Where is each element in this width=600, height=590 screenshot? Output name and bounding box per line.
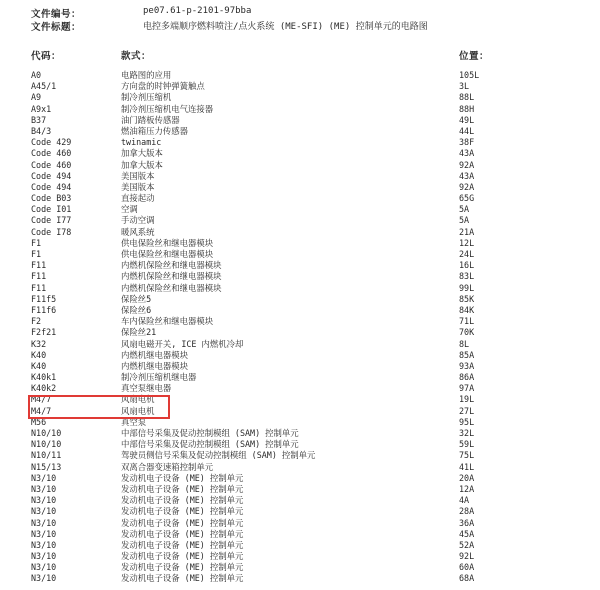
component-code: N10/11 <box>31 450 62 461</box>
list-item <box>0 148 600 159</box>
component-description: 制冷剂压缩机电气连接器 <box>121 103 214 114</box>
component-position: 45A <box>459 528 475 539</box>
component-description: 风扇电磁开关, ICE 内燃机冷却 <box>121 338 244 349</box>
component-code: N3/10 <box>31 551 57 562</box>
list-item <box>0 249 600 260</box>
component-code: K40 <box>31 349 47 360</box>
component-description: 驾驶员侧信号采集及促动控制模组 (SAM) 控制单元 <box>121 450 316 461</box>
list-item <box>0 260 600 271</box>
list-item <box>0 327 600 338</box>
component-description: 真空泵 <box>121 416 147 427</box>
component-code: K40 <box>31 360 47 371</box>
list-item <box>0 372 600 383</box>
component-code: F11f5 <box>31 293 57 304</box>
component-description: 车内保险丝和继电器模块 <box>121 316 214 327</box>
component-position: 3L <box>459 81 470 92</box>
component-position: 65G <box>459 193 475 204</box>
list-item <box>0 81 600 92</box>
list-item <box>0 529 600 540</box>
list-item <box>0 562 600 573</box>
component-code: Code 460 <box>31 159 72 170</box>
component-code: F1 <box>31 249 42 259</box>
list-item <box>0 283 600 294</box>
list-item <box>0 182 600 193</box>
list-item <box>0 473 600 484</box>
component-position: 44L <box>459 125 475 136</box>
component-position: 60A <box>459 562 475 573</box>
component-description: 双离合器变速箱控制单元 <box>121 461 214 472</box>
component-description: 暖风系统 <box>121 226 155 237</box>
component-position: 12L <box>459 237 475 248</box>
list-item <box>0 462 600 473</box>
component-description: 电路图的应用 <box>121 70 172 80</box>
component-code: N3/10 <box>31 573 57 584</box>
component-position: 59L <box>459 439 475 450</box>
list-item <box>0 439 600 450</box>
component-position: 43A <box>459 148 475 159</box>
component-code: N3/10 <box>31 506 57 517</box>
component-position: 52A <box>459 539 475 550</box>
component-code: M4/7 <box>31 405 52 416</box>
doc-title-value: 电控多端顺序燃料喷注/点火系统 (ME-SFI) (ME) 控制单元的电路图 <box>143 22 428 32</box>
component-code: Code I78 <box>31 226 72 237</box>
component-code: N15/13 <box>31 461 62 472</box>
component-description: 发动机电子设备 (ME) 控制单元 <box>121 528 244 539</box>
component-description: 直接起动 <box>121 193 155 204</box>
list-item <box>0 70 600 81</box>
list-item <box>0 305 600 316</box>
component-description: 中部信号采集及促动控制模组 (SAM) 控制单元 <box>121 428 299 438</box>
list-item <box>0 126 600 137</box>
component-code: N10/10 <box>31 428 62 438</box>
component-description: 供电保险丝和继电器模块 <box>121 237 214 248</box>
list-item <box>0 339 600 350</box>
list-item <box>0 518 600 529</box>
component-position: 92L <box>459 551 475 562</box>
component-position: 97A <box>459 383 475 394</box>
component-code: N10/10 <box>31 439 62 450</box>
component-code: N3/10 <box>31 472 57 483</box>
list-item <box>0 215 600 226</box>
component-code: F1 <box>31 237 42 248</box>
list-item <box>0 450 600 461</box>
component-position: 84K <box>459 304 475 315</box>
component-code: Code I77 <box>31 215 72 226</box>
component-description: 真空泵继电器 <box>121 383 172 394</box>
component-position: 21A <box>459 226 475 237</box>
component-position: 12A <box>459 483 475 494</box>
component-code: Code 494 <box>31 181 72 192</box>
component-position: 5A <box>459 204 470 215</box>
component-description: 发动机电子设备 (ME) 控制单元 <box>121 472 244 483</box>
doc-number-label: 文件编号： <box>31 9 82 20</box>
component-code: F11f6 <box>31 304 57 315</box>
list-item <box>0 294 600 305</box>
list-item <box>0 350 600 361</box>
list-item <box>0 506 600 517</box>
component-description: 美国版本 <box>121 181 155 192</box>
component-position: 85A <box>459 349 475 360</box>
component-position: 92A <box>459 181 475 192</box>
component-position: 28A <box>459 506 475 517</box>
component-code: F2 <box>31 316 42 327</box>
component-code: A9x1 <box>31 103 52 114</box>
component-code: Code 429 <box>31 137 72 148</box>
component-description: 美国版本 <box>121 170 155 181</box>
component-description: 发动机电子设备 (ME) 控制单元 <box>121 573 244 584</box>
component-code: B4/3 <box>31 125 52 136</box>
list-item <box>0 115 600 126</box>
component-description: 发动机电子设备 (ME) 控制单元 <box>121 562 244 573</box>
component-code: N3/10 <box>31 562 57 573</box>
component-description: twinamic <box>121 137 162 148</box>
component-position: 24L <box>459 249 475 259</box>
component-position: 16L <box>459 260 475 271</box>
component-position: 32L <box>459 428 475 438</box>
component-description: 手动空调 <box>121 215 155 226</box>
component-description: 风扇电机 <box>121 394 155 405</box>
component-code: K40k1 <box>31 372 57 383</box>
component-description: 发动机电子设备 (ME) 控制单元 <box>121 551 244 562</box>
component-code: K40k2 <box>31 383 57 394</box>
component-position: 85K <box>459 293 475 304</box>
list-item <box>0 484 600 495</box>
list-item <box>0 540 600 551</box>
component-code: F11 <box>31 282 47 293</box>
component-position: 20A <box>459 472 475 483</box>
highlight-box <box>28 395 170 419</box>
component-description: 制冷剂压缩机继电器 <box>121 372 197 383</box>
component-code: K32 <box>31 338 47 349</box>
component-description: 内燃机保险丝和继电器模块 <box>121 260 222 271</box>
component-code: F11 <box>31 271 47 282</box>
component-position: 75L <box>459 450 475 461</box>
component-position: 68A <box>459 573 475 584</box>
list-item <box>0 92 600 103</box>
component-description: 保险丝21 <box>121 327 157 338</box>
component-description: 加拿大版本 <box>121 148 163 159</box>
list-item <box>0 193 600 204</box>
component-code: Code I01 <box>31 204 72 215</box>
list-item <box>0 238 600 249</box>
component-description: 燃油箱压力传感器 <box>121 125 188 136</box>
component-code: M4/7 <box>31 394 52 405</box>
list-item <box>0 361 600 372</box>
component-position: 70K <box>459 327 475 338</box>
component-description: 供电保险丝和继电器模块 <box>121 249 214 259</box>
component-position: 88H <box>459 103 475 114</box>
component-description: 加拿大版本 <box>121 159 163 170</box>
component-description: 中部信号采集及促动控制模组 (SAM) 控制单元 <box>121 439 299 450</box>
component-description: 保险丝6 <box>121 304 152 315</box>
list-item <box>0 495 600 506</box>
component-list <box>0 70 600 585</box>
component-code: Code 460 <box>31 148 72 159</box>
component-description: 风扇电机 <box>121 405 155 416</box>
list-item <box>0 171 600 182</box>
component-code: B37 <box>31 114 47 125</box>
component-position: 83L <box>459 271 475 282</box>
list-item <box>0 204 600 215</box>
component-description: 内燃机继电器模块 <box>121 360 188 371</box>
component-position: 71L <box>459 316 475 327</box>
component-position: 93A <box>459 360 475 371</box>
list-item <box>0 316 600 327</box>
component-code: F11 <box>31 260 47 271</box>
list-item <box>0 551 600 562</box>
list-item <box>0 271 600 282</box>
column-header-position: 位置： <box>459 51 490 62</box>
component-position: 36A <box>459 517 475 528</box>
component-description: 发动机电子设备 (ME) 控制单元 <box>121 539 244 550</box>
component-description: 方向盘的时钟弹簧触点 <box>121 81 205 92</box>
component-code: N3/10 <box>31 539 57 550</box>
component-position: 5A <box>459 215 470 226</box>
list-item <box>0 160 600 171</box>
component-description: 内燃机继电器模块 <box>121 349 188 360</box>
component-code: N3/10 <box>31 517 57 528</box>
list-item <box>0 383 600 394</box>
component-position: 99L <box>459 282 475 293</box>
component-position: 8L <box>459 338 470 349</box>
component-code: N3/10 <box>31 495 57 506</box>
component-position: 49L <box>459 114 475 125</box>
list-item <box>0 227 600 238</box>
component-position: 41L <box>459 461 475 472</box>
component-description: 发动机电子设备 (ME) 控制单元 <box>121 483 244 494</box>
component-code: N3/10 <box>31 483 57 494</box>
doc-title-label: 文件标题： <box>31 22 82 33</box>
list-item <box>0 104 600 115</box>
component-position: 43A <box>459 170 475 181</box>
component-description: 油门踏板传感器 <box>121 114 180 125</box>
component-position: 27L <box>459 405 475 416</box>
component-position: 86A <box>459 372 475 383</box>
component-description: 空调 <box>121 204 138 215</box>
component-code: A9 <box>31 92 42 103</box>
component-code: A45/1 <box>31 81 57 92</box>
component-position: 95L <box>459 416 475 427</box>
component-position: 105L <box>459 70 480 80</box>
component-position: 4A <box>459 495 470 506</box>
component-description: 发动机电子设备 (ME) 控制单元 <box>121 506 244 517</box>
component-position: 88L <box>459 92 475 103</box>
component-position: 92A <box>459 159 475 170</box>
component-position: 19L <box>459 394 475 405</box>
component-description: 发动机电子设备 (ME) 控制单元 <box>121 517 244 528</box>
component-code: Code B03 <box>31 193 72 204</box>
doc-number-value: pe07.61-p-2101-97bba <box>143 6 252 16</box>
component-code: A0 <box>31 70 42 80</box>
list-item <box>0 573 600 584</box>
component-description: 发动机电子设备 (ME) 控制单元 <box>121 495 244 506</box>
component-code: N3/10 <box>31 528 57 539</box>
component-description: 保险丝5 <box>121 293 152 304</box>
component-code: M56 <box>31 416 47 427</box>
column-header-code: 代码： <box>31 51 62 62</box>
list-item <box>0 137 600 148</box>
component-description: 内燃机保险丝和继电器模块 <box>121 271 222 282</box>
component-description: 内燃机保险丝和继电器模块 <box>121 282 222 293</box>
list-item <box>0 428 600 439</box>
component-code: Code 494 <box>31 170 72 181</box>
column-header-description: 款式： <box>121 51 152 62</box>
component-position: 38F <box>459 137 475 148</box>
component-code: F2f21 <box>31 327 57 338</box>
component-description: 制冷剂压缩机 <box>121 92 172 103</box>
